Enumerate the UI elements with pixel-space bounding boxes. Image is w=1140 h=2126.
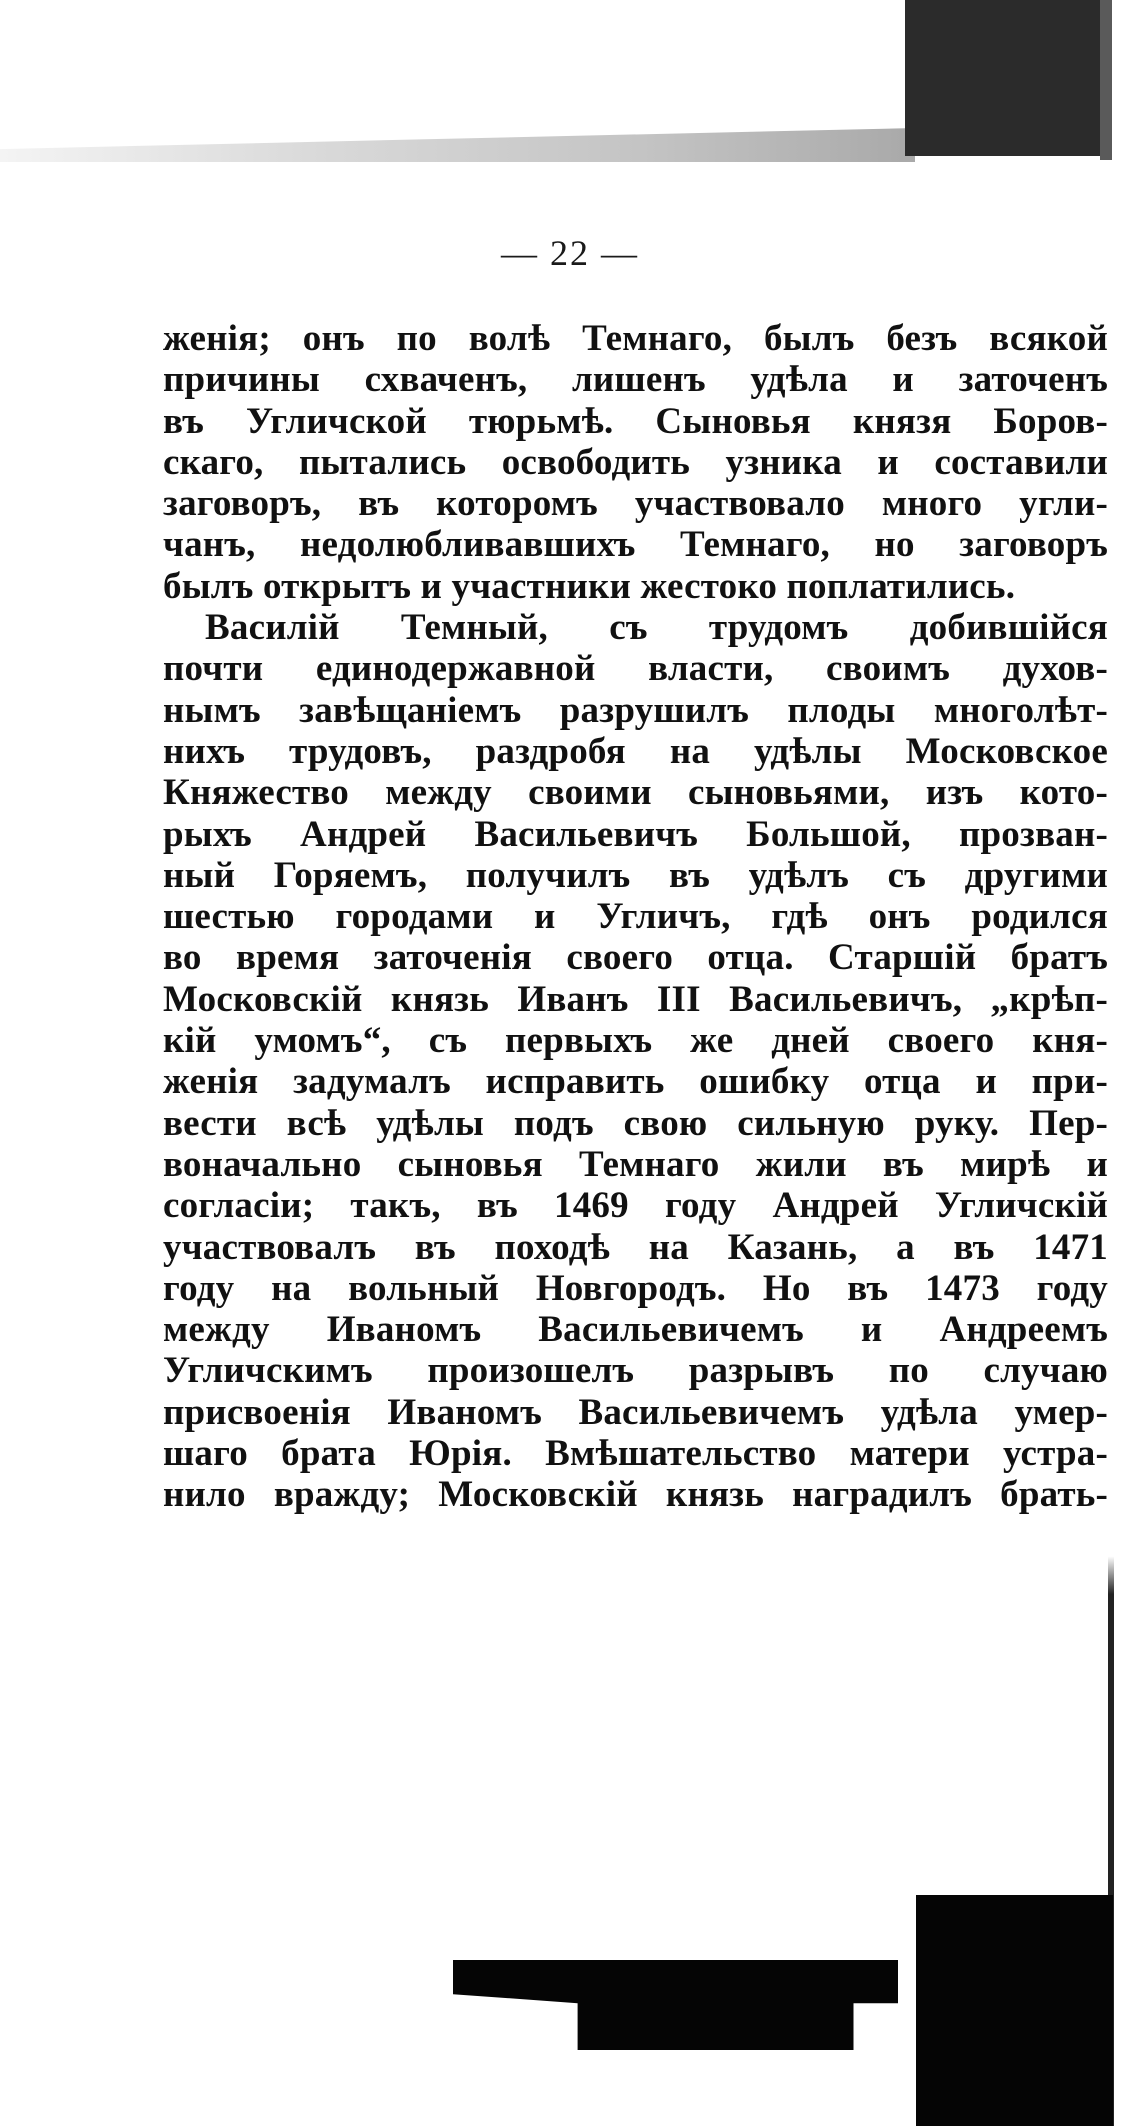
text-line: согласіи; такъ, въ 1469 году Андрей Угличскій bbox=[163, 1185, 1108, 1227]
text-line: Василій Темный, съ трудомъ добившійся bbox=[205, 607, 1108, 649]
text-line: кій умомъ“, съ первыхъ же дней своего кня- bbox=[163, 1020, 1108, 1062]
text-line: нымъ завѣщаніемъ разрушилъ плоды многолѣт- bbox=[163, 689, 1108, 731]
text-line: нило вражду; Московскій князь наградилъ брать- bbox=[163, 1474, 1108, 1516]
scan-shadow-top bbox=[0, 128, 915, 162]
text-line: вести всѣ удѣлы подъ свою сильную руку. Пер- bbox=[163, 1102, 1108, 1144]
scan-edge-right-top bbox=[1100, 0, 1112, 160]
body-text bbox=[163, 318, 1108, 1516]
text-line: Московскій князь Иванъ III Васильевичъ, „крѣп- bbox=[163, 978, 1108, 1020]
text-line: году на вольный Новгородъ. Но въ 1473 году bbox=[163, 1267, 1108, 1309]
text-line: присвоенія Иваномъ Васильевичемъ удѣла умер- bbox=[163, 1391, 1108, 1433]
page-number: — 22 — bbox=[501, 233, 639, 273]
text-line: почти единодержавной власти, своимъ духов- bbox=[163, 648, 1108, 690]
text-line: причины схваченъ, лишенъ удѣла и заточенъ bbox=[163, 359, 1108, 401]
text-line: въ Угличской тюрьмѣ. Сыновья князя Боров- bbox=[163, 400, 1108, 442]
text-line: Княжество между своими сыновьями, изъ кото- bbox=[163, 772, 1108, 814]
scan-dark-block-top bbox=[905, 0, 1110, 156]
text-line: женія задумалъ исправить ошибку отца и при- bbox=[163, 1061, 1108, 1103]
text-line: воначально сыновья Темнаго жили въ мирѣ и bbox=[163, 1143, 1108, 1185]
text-line: заговоръ, въ которомъ участвовало много угли- bbox=[163, 483, 1108, 525]
text-line: участвовалъ въ походѣ на Казань, а въ 1471 bbox=[163, 1226, 1108, 1268]
text-line: Угличскимъ произошелъ разрывъ по случаю bbox=[163, 1350, 1108, 1392]
text-line: во время заточенія своего отца. Старшій братъ bbox=[163, 937, 1108, 979]
scan-dark-block-bottom bbox=[453, 1960, 898, 2050]
text-line: шаго брата Юрія. Вмѣшательство матери устра- bbox=[163, 1433, 1108, 1475]
text-line: скаго, пытались освободить узника и составили bbox=[163, 441, 1108, 483]
text-line: женія; онъ по волѣ Темнаго, былъ безъ всякой bbox=[163, 318, 1108, 359]
text-line: былъ открытъ и участники жестоко поплатились. bbox=[163, 565, 1016, 607]
text-line: ный Горяемъ, получилъ въ удѣлъ съ другими bbox=[163, 854, 1108, 896]
text-line: между Иваномъ Васильевичемъ и Андреемъ bbox=[163, 1309, 1108, 1351]
text-line: рыхъ Андрей Васильевичъ Большой, прозван- bbox=[163, 813, 1108, 855]
scan-dark-block-bottom-right bbox=[916, 1895, 1113, 2126]
text-line: чанъ, недолюбливавшихъ Темнаго, но заговоръ bbox=[163, 524, 1108, 566]
text-line: нихъ трудовъ, раздробя на удѣлы Московское bbox=[163, 730, 1108, 772]
text-line: шестью городами и Угличъ, гдѣ онъ родился bbox=[163, 896, 1108, 938]
